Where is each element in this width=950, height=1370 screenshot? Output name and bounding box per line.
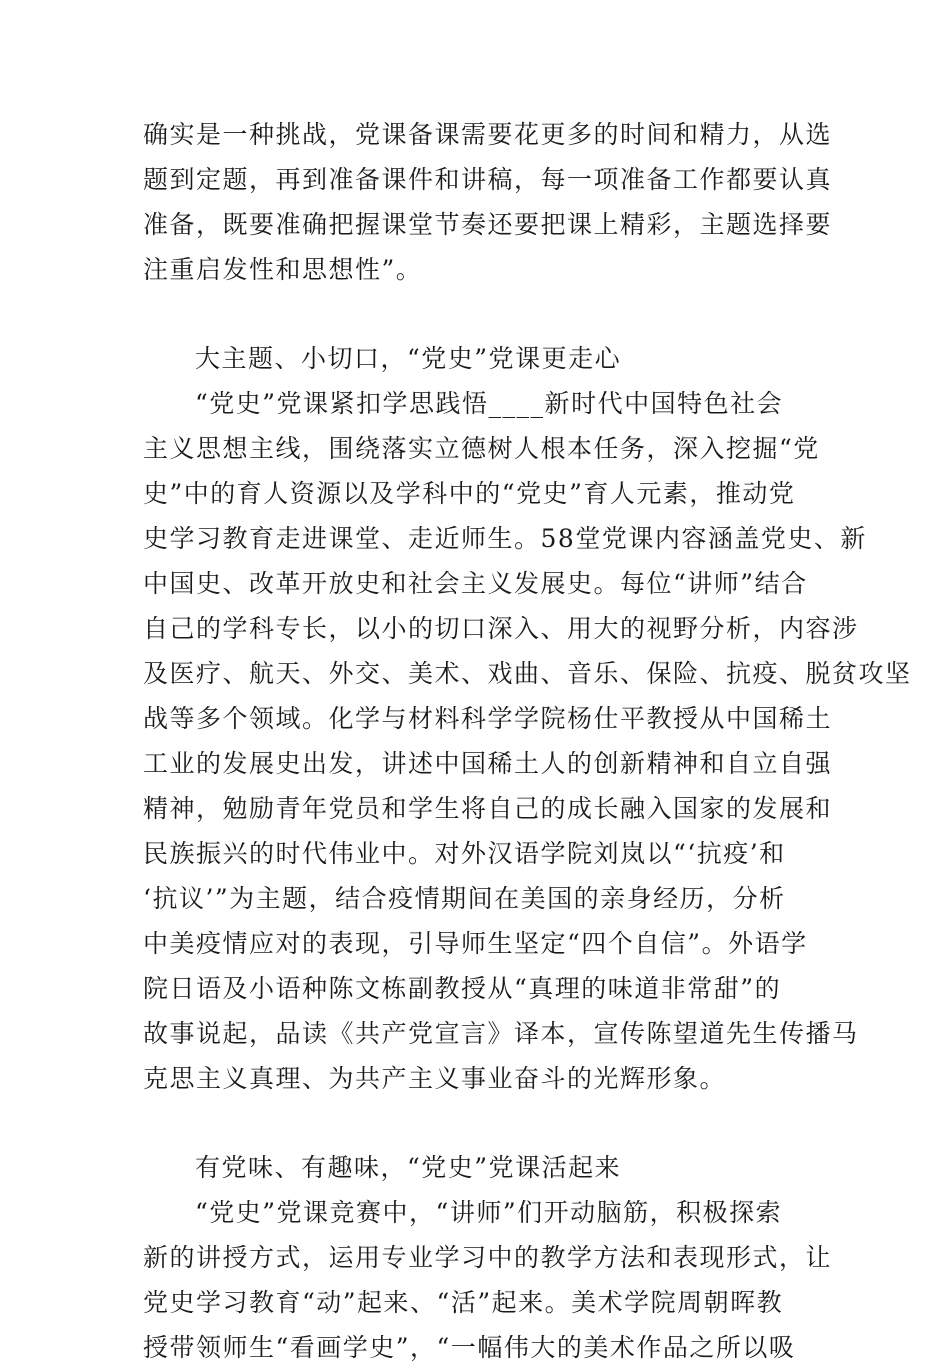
text-line: 中美疫情应对的表现，引导师生坚定“四个自信”。外语学 bbox=[143, 929, 808, 958]
text-line: 确实是一种挑战，党课备课需要花更多的时间和精力，从选 bbox=[143, 120, 833, 149]
text-line: 新的讲授方式，运用专业学习中的教学方法和表现形式，让 bbox=[143, 1243, 833, 1272]
text-line: 史学习教育走进课堂、走近师生。58堂党课内容涵盖党史、新 bbox=[143, 524, 867, 553]
text-line: 党史学习教育“动”起来、“活”起来。美术学院周朝晖教 bbox=[143, 1288, 784, 1317]
text-line: 题到定题，再到准备课件和讲稿，每一项准备工作都要认真 bbox=[143, 165, 833, 194]
paragraph-gap bbox=[143, 1101, 808, 1145]
text-line: “党史”党课紧扣学思践悟____新时代中国特色社会 bbox=[195, 389, 784, 418]
text-line: ‘抗议’”为主题，结合疫情期间在美国的亲身经历，分析 bbox=[143, 884, 786, 913]
text-line: 史”中的育人资源以及学科中的“党史”育人元素，推动党 bbox=[143, 479, 796, 508]
text-line: 准备，既要准确把握课堂节奏还要把课上精彩，主题选择要 bbox=[143, 210, 833, 239]
text-line: 及医疗、航天、外交、美术、戏曲、音乐、保险、抗疫、脱贫攻坚 bbox=[143, 659, 912, 688]
section-heading-2: 有党味、有趣味，“党史”党课活起来 bbox=[195, 1153, 622, 1182]
paragraph-3 bbox=[143, 1190, 833, 1370]
paragraph-2 bbox=[143, 381, 912, 1101]
text-line: 自己的学科专长，以小的切口深入、用大的视野分析，内容涉 bbox=[143, 614, 859, 643]
text-line: 战等多个领域。化学与材料科学学院杨仕平教授从中国稀土 bbox=[143, 704, 833, 733]
paragraph-gap bbox=[143, 292, 808, 336]
text-line: 注重启发性和思想性”。 bbox=[143, 255, 423, 284]
text-line: 工业的发展史出发，讲述中国稀土人的创新精神和自立自强 bbox=[143, 749, 833, 778]
text-line: 克思主义真理、为共产主义事业奋斗的光辉形象。 bbox=[143, 1064, 727, 1093]
paragraph-1 bbox=[143, 112, 833, 292]
text-line: 主义思想主线，围绕落实立德树人根本任务，深入挖掘“党 bbox=[143, 434, 820, 463]
section-heading-1: 大主题、小切口，“党史”党课更走心 bbox=[195, 344, 622, 373]
text-line: 精神，勉励青年党员和学生将自己的成长融入国家的发展和 bbox=[143, 794, 833, 823]
text-line: 院日语及小语种陈文栋副教授从“真理的味道非常甜”的 bbox=[143, 974, 782, 1003]
text-line: 中国史、改革开放史和社会主义发展史。每位“讲师”结合 bbox=[143, 569, 808, 598]
text-line: “党史”党课竞赛中，“讲师”们开动脑筋，积极探索 bbox=[195, 1198, 783, 1227]
text-line: 民族振兴的时代伟业中。对外汉语学院刘岚以“‘抗疫’和 bbox=[143, 839, 786, 868]
document-page bbox=[143, 112, 912, 1370]
text-line: 故事说起，品读《共产党宣言》译本，宣传陈望道先生传播马 bbox=[143, 1019, 859, 1048]
text-line: 授带领师生“看画学史”，“一幅伟大的美术作品之所以吸 bbox=[143, 1333, 796, 1362]
